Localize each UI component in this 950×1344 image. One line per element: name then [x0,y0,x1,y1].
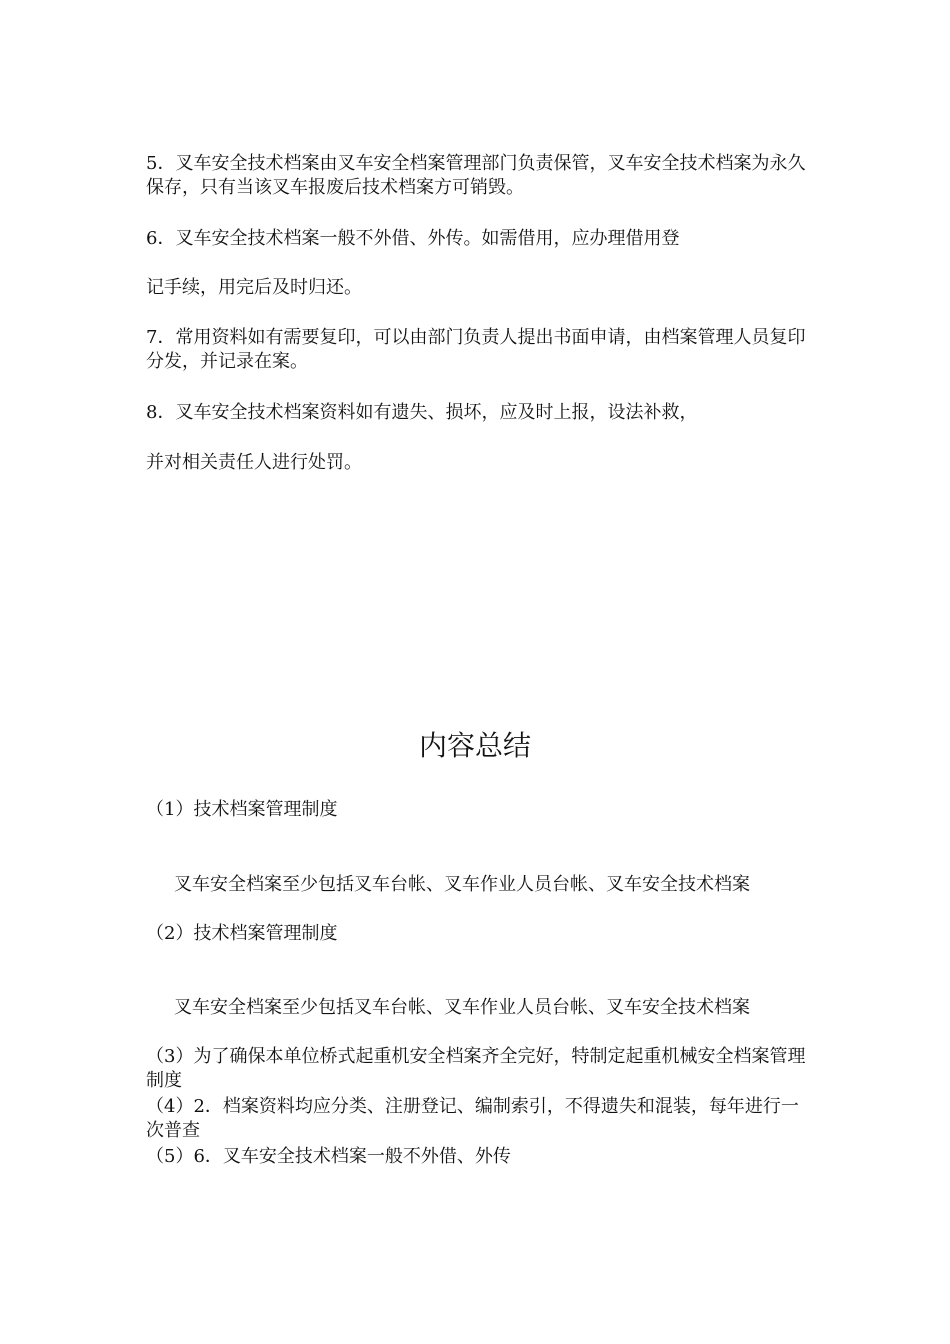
summary-item-5: （5）6．叉车安全技术档案一般不外借、外传 [146,1146,511,1167]
paragraph-7: 7．常用资料如有需要复印，可以由部门负责人提出书面申请，由档案管理人员复印分发，并记录在案。 [146,327,806,372]
summary-title: 内容总结 [418,729,531,762]
summary-item-2-detail: 叉车安全档案至少包括叉车台帐、叉车作业人员台帐、叉车安全技术档案 [174,997,750,1018]
summary-item-1: （1）技术档案管理制度 [146,799,338,820]
summary-item-3: （3）为了确保本单位桥式起重机安全档案齐全完好，特制定起重机械安全档案管理制度 [146,1046,806,1091]
paragraph-6: 6．叉车安全技术档案一般不外借、外传。如需借用，应办理借用登 [146,228,680,249]
paragraph-8-continued: 并对相关责任人进行处罚。 [146,452,362,473]
paragraph-6-continued: 记手续，用完后及时归还。 [146,277,362,298]
paragraph-5: 5．叉车安全技术档案由叉车安全档案管理部门负责保管，叉车安全技术档案为永久保存，只有当该叉车报废后技术档案方可销毁。 [146,153,806,198]
paragraph-8: 8．叉车安全技术档案资料如有遗失、损坏，应及时上报，设法补救， [146,402,698,423]
summary-item-1-detail: 叉车安全档案至少包括叉车台帐、叉车作业人员台帐、叉车安全技术档案 [174,874,750,895]
summary-item-4: （4）2．档案资料均应分类、注册登记、编制索引，不得遗失和混装，每年进行一次普查 [146,1096,799,1141]
summary-item-2: （2）技术档案管理制度 [146,923,338,944]
